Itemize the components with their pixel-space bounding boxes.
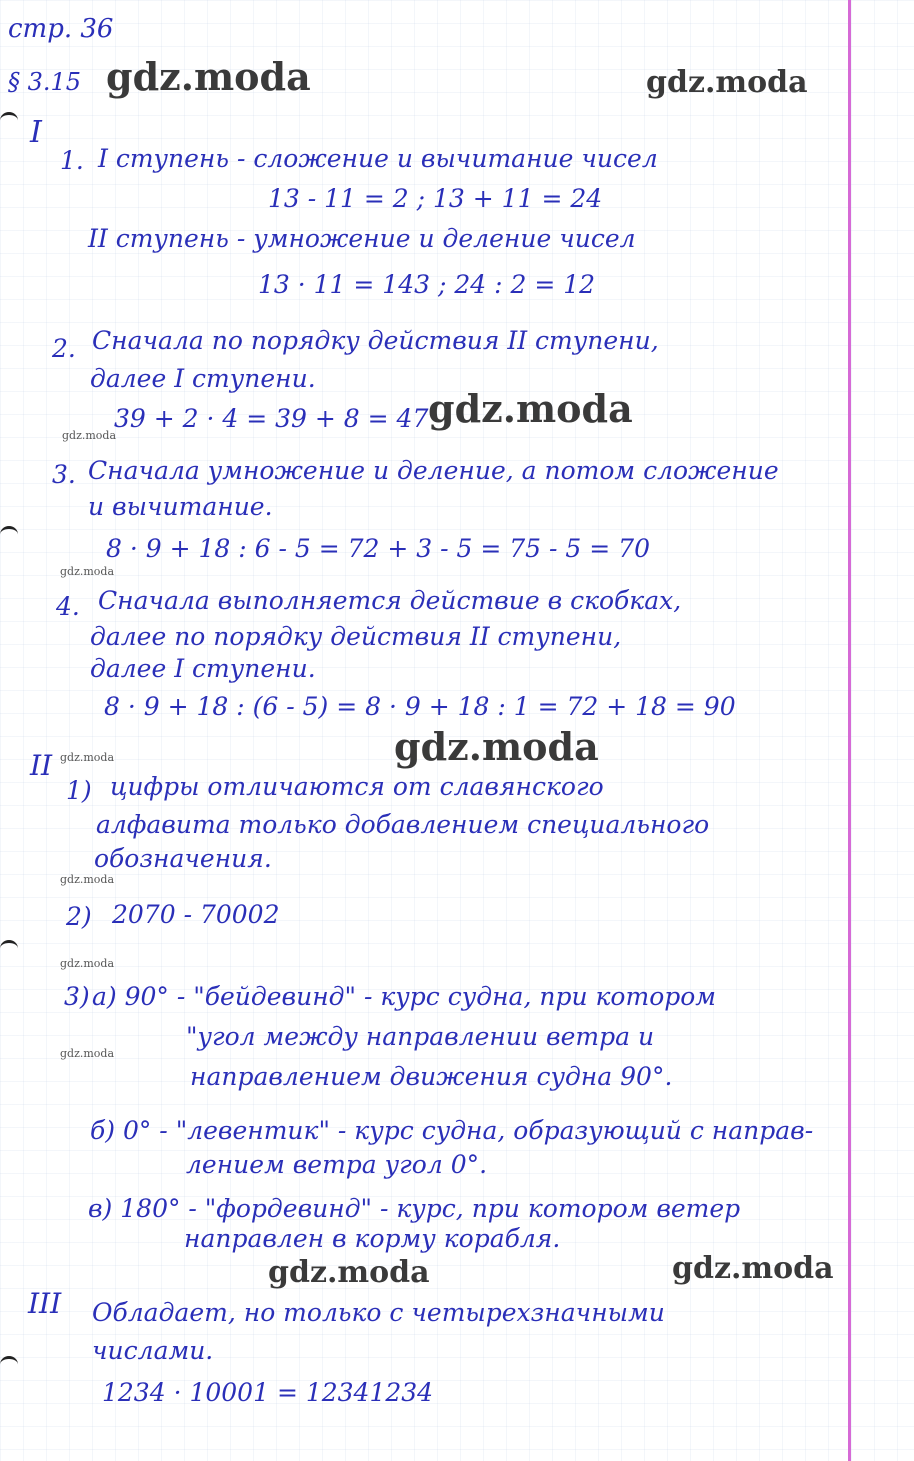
- handwritten-line: лением ветра угол 0°.: [186, 1150, 488, 1179]
- handwritten-line: 8 · 9 + 18 : (6 - 5) = 8 · 9 + 18 : 1 = 72 + 18 = 90: [104, 692, 736, 721]
- handwritten-line: "угол между направлении ветра и: [186, 1022, 655, 1051]
- part-label: III: [28, 1287, 62, 1320]
- item-number: 1): [66, 776, 92, 805]
- page-edge-mark: [0, 112, 18, 129]
- watermark: gdz.moda: [268, 1255, 430, 1290]
- watermark-small: gdz.moda: [62, 429, 117, 442]
- handwritten-line: 39 + 2 · 4 = 39 + 8 = 47: [114, 404, 429, 433]
- watermark-small: gdz.moda: [60, 957, 115, 970]
- watermark: gdz.moda: [394, 724, 599, 769]
- handwritten-line: числами.: [92, 1336, 214, 1365]
- watermark: gdz.moda: [646, 65, 808, 100]
- handwritten-line: цифры отличаются от славянского: [110, 772, 604, 801]
- handwritten-line: 13 · 11 = 143 ; 24 : 2 = 12: [258, 270, 596, 299]
- handwritten-line: направлен в корму корабля.: [184, 1224, 561, 1253]
- watermark: gdz.moda: [672, 1251, 834, 1286]
- handwritten-line: алфавита только добавлением специального: [96, 810, 710, 839]
- item-number: 2.: [52, 334, 76, 363]
- handwritten-line: Сначала выполняется действие в скобках,: [98, 586, 682, 615]
- notebook-margin-line: [848, 0, 851, 1461]
- handwritten-line: 2070 - 70002: [112, 900, 280, 929]
- item-number: 2): [66, 902, 92, 931]
- handwritten-line: 8 · 9 + 18 : 6 - 5 = 72 + 3 - 5 = 75 - 5 = 70: [106, 534, 650, 563]
- part-label: I: [30, 115, 42, 150]
- page-edge-mark: [0, 1356, 18, 1373]
- item-number: 3): [64, 982, 90, 1011]
- handwritten-line: в) 180° - "фордевинд" - курс, при котором ветер: [88, 1194, 741, 1223]
- watermark: gdz.moda: [106, 54, 311, 99]
- page-edge-mark: [0, 526, 18, 543]
- watermark-small: gdz.moda: [60, 751, 115, 764]
- item-number: 3.: [52, 460, 76, 489]
- handwritten-line: обозначения.: [94, 844, 272, 873]
- handwritten-line: II ступень - умножение и деление чисел: [88, 224, 636, 253]
- watermark-small: gdz.moda: [60, 873, 115, 886]
- handwritten-line: далее I ступени.: [90, 364, 316, 393]
- watermark-small: gdz.moda: [60, 565, 115, 578]
- watermark: gdz.moda: [428, 386, 633, 431]
- handwritten-line: I ступень - сложение и вычитание чисел: [98, 144, 658, 173]
- handwritten-line: Сначала умножение и деление, а потом сложение: [88, 456, 779, 485]
- handwritten-line: 13 - 11 = 2 ; 13 + 11 = 24: [268, 184, 603, 213]
- handwritten-line: Обладает, но только с четырехзначными: [92, 1298, 665, 1327]
- handwritten-line: 1234 · 10001 = 12341234: [102, 1378, 434, 1407]
- handwritten-line: б) 0° - "левентик" - курс судна, образующий с направ-: [90, 1116, 814, 1145]
- item-number: 4.: [56, 592, 80, 621]
- handwritten-line: далее I ступени.: [90, 654, 316, 683]
- watermark-small: gdz.moda: [60, 1047, 115, 1060]
- section-number: § 3.15: [8, 68, 82, 96]
- page-edge-mark: [0, 940, 18, 957]
- handwritten-line: и вычитание.: [88, 492, 273, 521]
- handwritten-line: Сначала по порядку действия II ступени,: [92, 326, 659, 355]
- item-number: 1.: [60, 146, 84, 175]
- handwritten-line: направлением движения судна 90°.: [190, 1062, 673, 1091]
- handwritten-line: а) 90° - "бейдевинд" - курс судна, при котором: [92, 982, 717, 1011]
- part-label: II: [30, 749, 53, 782]
- handwritten-line: далее по порядку действия II ступени,: [90, 622, 622, 651]
- page-number: стр. 36: [8, 14, 114, 44]
